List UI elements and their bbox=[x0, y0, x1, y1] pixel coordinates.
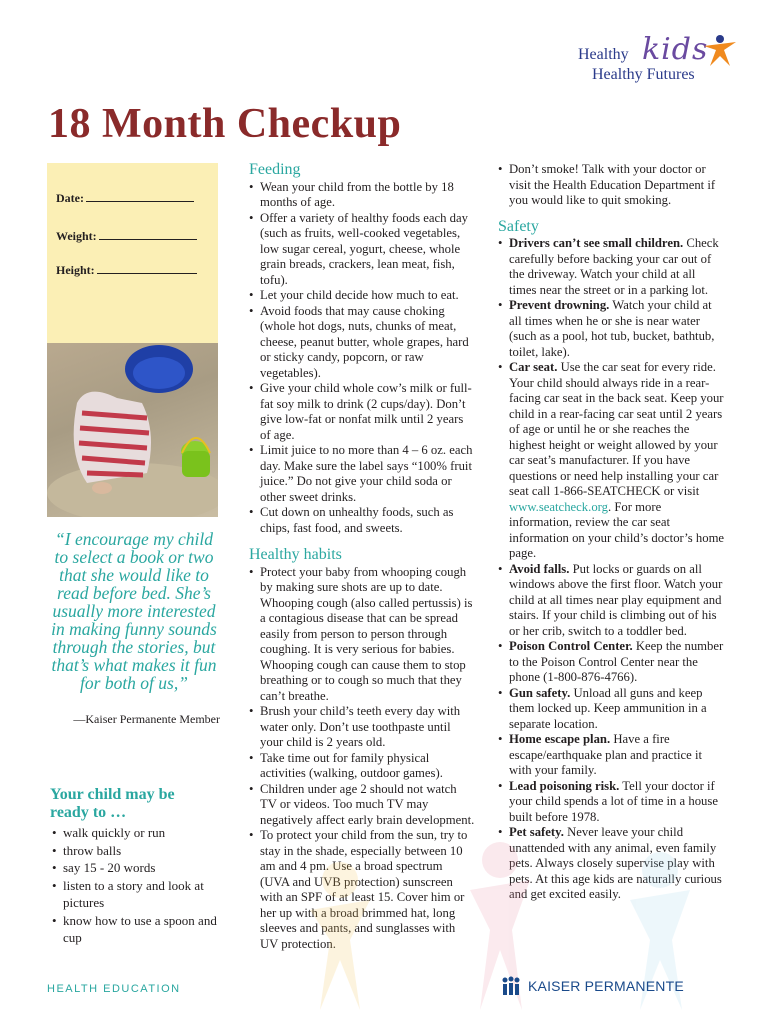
height-label: Height: bbox=[56, 263, 95, 277]
safety-text: Watch your child at all times when he or she is near water (such as a pool, hot tub, bucket, bathtub, toilet, lake). bbox=[509, 298, 715, 359]
safety-text: Use the car seat for every ride. Your child should always ride in a rear-facing car seat in the back seat. Keep your child in a rear-facing car seat until 2 years of age or until he or she reaches the highest height or weight allowed by your car seat’s manufacturer. If you have questions or need help installing your car seat call 1-866-SEATCHECK or visit bbox=[509, 360, 724, 498]
list-item bbox=[498, 779, 726, 826]
safety-lead: Avoid falls. bbox=[509, 561, 570, 576]
list-item: • Brush your child’s teeth every day with water only. Don’t use toothpaste until your child is 2 years old. bbox=[249, 704, 475, 751]
list-item: • Limit juice to no more than 4 – 6 oz. each day. Make sure the label says “100% fruit juice.” Do not give your child soda or other sweet drinks. bbox=[249, 443, 475, 505]
list-item bbox=[498, 562, 726, 640]
kaiser-permanente-logo bbox=[500, 974, 684, 998]
photo-illustration bbox=[47, 343, 218, 517]
list-item: • walk quickly or run bbox=[52, 824, 222, 842]
safety-text: Unload all guns and keep them locked up. Keep ammunition in a separate location. bbox=[509, 685, 707, 731]
list-item bbox=[498, 686, 726, 733]
healthy-kids-logo bbox=[576, 32, 746, 88]
logo-healthy-text: Healthy bbox=[578, 46, 629, 63]
middle-column bbox=[249, 162, 475, 952]
healthy-habits-heading: Healthy habits bbox=[249, 546, 342, 563]
quote-attribution: —Kaiser Permanente Member bbox=[73, 712, 220, 726]
kaiser-figures-icon bbox=[500, 975, 522, 997]
seatcheck-link[interactable]: www.seatcheck.org bbox=[509, 499, 608, 514]
date-label: Date: bbox=[56, 191, 84, 205]
list-item: • Take time out for family physical activities (walking, outdoor games). bbox=[249, 751, 475, 782]
list-item bbox=[498, 360, 726, 562]
list-item: • Don’t smoke! Talk with your doctor or visit the Health Education Department if you would like to quit smoking. bbox=[498, 162, 726, 209]
safety-list bbox=[498, 236, 726, 903]
safety-text: Have a fire escape/earthquake plan and practice it with your family. bbox=[509, 732, 703, 777]
list-item: • listen to a story and look at pictures bbox=[52, 877, 222, 912]
page-title: 18 Month Checkup bbox=[48, 101, 402, 147]
safety-lead: Drivers can’t see small children. bbox=[509, 236, 684, 250]
weight-field[interactable] bbox=[56, 229, 197, 244]
feeding-heading: Feeding bbox=[249, 161, 301, 178]
healthy-habits-list bbox=[249, 565, 475, 953]
list-item: • Protect your baby from whooping cough by making sure shots are up to date. Whooping cough (also called pertussis) is a contagious disease that can be spread easily from person to person through coughing. It is very serious for babies. Whooping cough can cause them to stop breathing or to cough so much that they can’t breathe. bbox=[249, 565, 475, 705]
feeding-list bbox=[249, 180, 475, 537]
parent-quote: “I encourage my child to select a book or two that she would like to read before bed. She’s usually more interested in making funny sounds through the stories, but that’s what makes it fun for both of us,” bbox=[51, 529, 217, 693]
list-item: • Give your child whole cow’s milk or full-fat soy milk to drink (2 cups/day). Don’t give low-fat or nonfat milk until 2 years of age. bbox=[249, 381, 475, 443]
weight-line bbox=[99, 239, 197, 240]
safety-text: Keep the number to the Poison Control Center near the phone (1-800-876-4766). bbox=[509, 639, 724, 684]
weight-label: Weight: bbox=[56, 229, 97, 243]
milestones-heading: Your child may be ready to … bbox=[50, 786, 175, 821]
list-item: • Wean your child from the bottle by 18 months of age. bbox=[249, 180, 475, 211]
safety-heading: Safety bbox=[498, 217, 539, 235]
right-column bbox=[498, 162, 726, 903]
list-item: • throw balls bbox=[52, 842, 222, 860]
safety-lead: Home escape plan. bbox=[509, 732, 611, 746]
safety-lead: Pet safety. bbox=[509, 825, 564, 839]
list-item bbox=[498, 236, 726, 298]
safety-text: . For more information, review the car seat information on your child’s doctor’s home page. bbox=[509, 499, 725, 560]
safety-lead: Car seat. bbox=[509, 360, 558, 374]
star-figure-icon bbox=[700, 32, 740, 72]
height-field[interactable] bbox=[56, 263, 197, 278]
milestones-list bbox=[52, 824, 222, 947]
date-line bbox=[86, 201, 194, 202]
safety-text: Tell your doctor if your child spends a lot of time in a house built before 1978. bbox=[509, 778, 718, 824]
list-item: • say 15 - 20 words bbox=[52, 859, 222, 877]
safety-lead: Prevent drowning. bbox=[509, 298, 610, 312]
smoking-list bbox=[498, 162, 726, 209]
safety-lead: Poison Control Center. bbox=[509, 639, 633, 653]
logo-kids-text: kids bbox=[642, 32, 709, 67]
child-at-beach-photo bbox=[47, 343, 218, 517]
height-line bbox=[97, 273, 197, 274]
list-item bbox=[498, 298, 726, 360]
safety-text: Never leave your child unattended with any animal, even family pets. Always closely supervise play with pets. At this age kids are naturally curious and get excited easily. bbox=[509, 825, 722, 901]
list-item: • Children under age 2 should not watch TV or videos. Too much TV may negatively affect early brain development. bbox=[249, 782, 475, 829]
list-item: • To protect your child from the sun, try to stay in the shade, especially between 10 am and 4 pm. Use a broad spectrum (UVA and UVB protection) sunscreen with an SPF of at least 15. Cover him or her up with a broad brimmed hat, long sleeves and pants, and sunglasses with UV protection. bbox=[249, 828, 475, 952]
kaiser-permanente-wordmark: KAISER PERMANENTE bbox=[528, 978, 684, 994]
measurement-form-box bbox=[47, 163, 218, 343]
list-item: • Let your child decide how much to eat. bbox=[249, 288, 475, 304]
list-item bbox=[498, 639, 726, 686]
list-item bbox=[498, 825, 726, 903]
list-item bbox=[498, 732, 726, 779]
list-item: • Cut down on unhealthy foods, such as chips, fast food, and sweets. bbox=[249, 505, 475, 536]
logo-healthy-futures-text: Healthy Futures bbox=[592, 66, 695, 83]
list-item: • Offer a variety of healthy foods each day (such as fruits, well-cooked vegetables, low sugar cereal, yogurt, cheese, whole grain breads, crackers, lean meat, fish, tofu). bbox=[249, 211, 475, 289]
safety-text: Put locks or guards on all windows above the first floor. Watch your child at all times near play equipment and stairs. If your child is climbing out of his or her crib, switch to a toddler bed. bbox=[509, 561, 723, 638]
safety-lead: Gun safety. bbox=[509, 685, 571, 700]
list-item: • Avoid foods that may cause choking (whole hot dogs, nuts, chunks of meat, cheese, peanut butter, whole grapes, hard or sticky candy, popcorn, or raw vegetables). bbox=[249, 304, 475, 382]
list-item: • know how to use a spoon and cup bbox=[52, 912, 222, 947]
safety-lead: Lead poisoning risk. bbox=[509, 778, 620, 793]
health-education-label: HEALTH EDUCATION bbox=[47, 983, 181, 995]
safety-text: Check carefully before backing your car out of the driveway. Watch your child at all times near the street or in a parking lot. bbox=[509, 236, 719, 297]
date-field[interactable] bbox=[56, 191, 194, 206]
